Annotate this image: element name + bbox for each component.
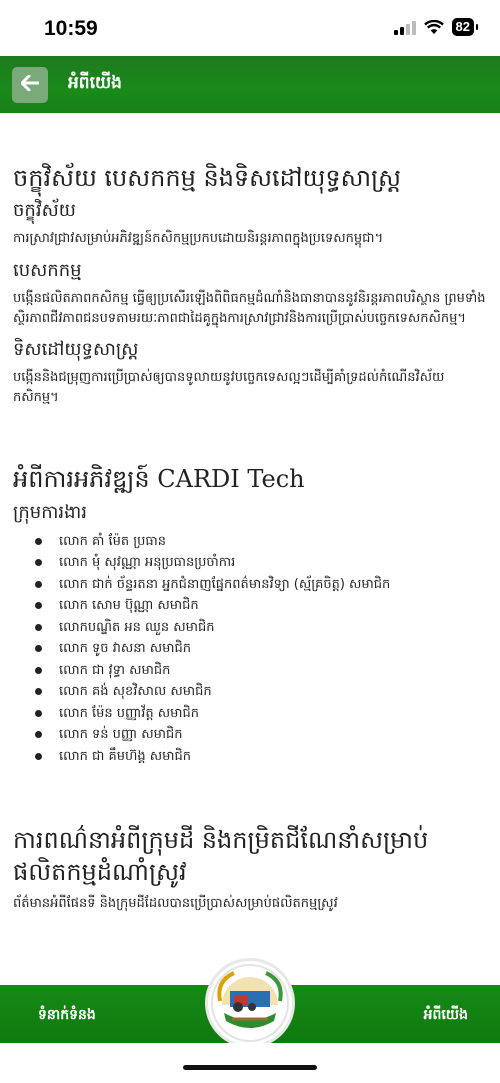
status-time: 10:59 — [44, 17, 98, 40]
soil-section-title: ការពណ៌នាអំពីក្រុមដី និងកម្រិតជីណែនាំសម្រាប់ផលិតកម្មដំណាំស្រូវ — [13, 826, 429, 886]
nav-about[interactable]: អំពីយើង — [423, 1007, 468, 1023]
battery-icon: 82 — [452, 18, 474, 36]
list-item: លោក ជាក់ ច័ន្ទរតនា អ្នកជំនាញផ្នែកពត៌មានវិទ្យា (ស្ម័គ្រចិត្ត) សមាជិក — [13, 574, 488, 596]
list-item: លោក មុំ សុវណ្ណា អនុប្រធានប្រចាំការ — [13, 552, 488, 574]
list-item: លោក គង់ សុខវិសាល សមាជិក — [13, 681, 488, 703]
vision-section-title: ចក្ខុវិស័យ បេសកកម្ម និងទិសដៅយុទ្ធសាស្ត្រ — [13, 164, 402, 192]
team-label: ក្រុមការងារ — [13, 501, 87, 523]
home-indicator[interactable] — [183, 1065, 317, 1070]
team-member-list — [13, 531, 488, 768]
arrow-left-icon — [21, 75, 39, 95]
strategy-text: បង្កើននិងជម្រុញការប្រើប្រាស់ឲ្យបានទូលាយនូវបច្ចេកទេសល្អៗដើម្បីគាំទ្រដល់កំណើនវិស័យកសិកម្ម។ — [13, 370, 445, 406]
signal-icon — [394, 19, 416, 35]
mission-text: បង្កើនផលិតភាពកសិកម្ម ធ្វើឲ្យប្រសើរឡើងពិពិធកម្មដំណាំនិងធានាបាននូវនិរន្តរភាពបរិស្ថាន ព្រមទាំងស្ថិរភាពជីវភាពជនបទតាមរយៈភាពជាដៃគូក្នុងការស្រាវជ្រាវនិងការប្រើប្រាស់បច្ចេកទេសកសិកម្ម។ — [13, 290, 486, 326]
app-header — [0, 56, 500, 113]
list-item: លោក ម៉ែន បញ្ញាវ័ត្ត សមាជិក — [13, 703, 488, 725]
list-item: លោក ជា គឹមហ៊ង្គ សមាជិក — [13, 746, 488, 768]
list-item: លោក គាំ ម៉ែត ប្រធាន — [13, 531, 488, 553]
status-bar — [0, 0, 500, 56]
wifi-icon — [424, 20, 444, 35]
strategy-label: ទិសដៅយុទ្ធសាស្ត្រ — [13, 338, 139, 360]
mission-label: បេសកកម្ម — [13, 259, 82, 281]
status-indicators — [394, 18, 474, 36]
home-indicator-area — [0, 1043, 500, 1083]
back-button[interactable] — [12, 67, 48, 103]
soil-text: ព័ត៌មានអំពីផែនទី និងក្រុមដីដែលបានប្រើប្រាស់សម្រាប់ផលិតកម្មស្រូវ — [13, 895, 338, 911]
about-dev-section-title: អំពីការអភិវឌ្ឍន៍ CARDI Tech — [13, 465, 305, 494]
list-item: លោកបណ្ឌិត អន ឈួន សមាជិក — [13, 617, 488, 639]
list-item: លោក សោម ប៊ុណ្ណា សមាជិក — [13, 595, 488, 617]
list-item: លោក ទន់ បញ្ញា សមាជិក — [13, 724, 488, 746]
logo-emblem-icon — [208, 961, 292, 1045]
list-item: លោក ទូច វាសនា សមាជិក — [13, 638, 488, 660]
cardi-logo[interactable] — [205, 958, 295, 1048]
vision-label: ចក្ខុវិស័យ — [13, 200, 76, 222]
page-title: អំពីយើង — [68, 73, 122, 93]
vision-text: ការស្រាវជ្រាវសម្រាប់អភិវឌ្ឍន៍កសិកម្មប្រកបដោយនិរន្តរភាពក្នុងប្រទេសកម្ពុជា។ — [13, 231, 384, 247]
content-area[interactable] — [0, 113, 500, 985]
list-item: លោក ជា វុទ្ធា សមាជិក — [13, 660, 488, 682]
nav-contact[interactable]: ទំនាក់ទំនង — [38, 1007, 96, 1023]
